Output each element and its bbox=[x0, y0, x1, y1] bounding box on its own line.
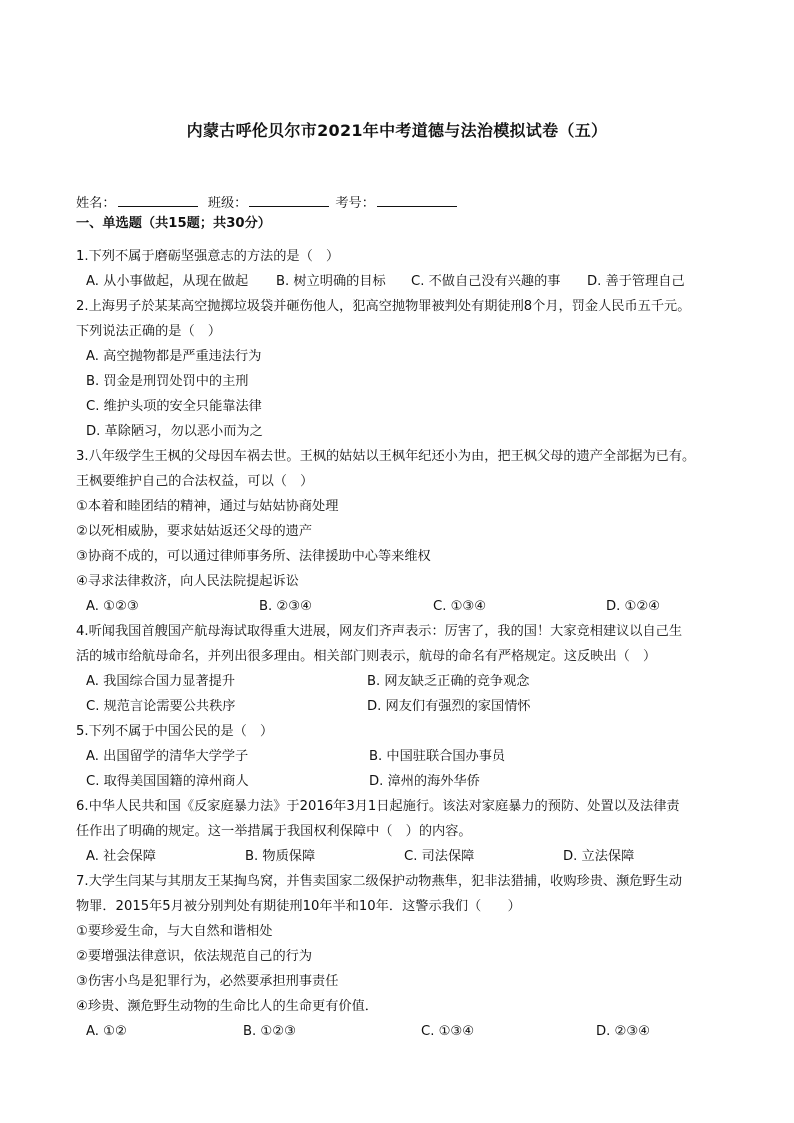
question-7-stem-line2: 物罪．2015年5月被分别判处有期徒刑10年半和10年．这警示我们（ ） bbox=[76, 899, 521, 914]
q3-option-a[interactable]: A. ①②③ bbox=[86, 599, 139, 614]
q5-option-d[interactable]: D. 漳州的海外华侨 bbox=[369, 774, 480, 789]
q1-option-d[interactable]: D. 善于管理自己 bbox=[587, 274, 685, 289]
name-label: 姓名： bbox=[76, 196, 116, 211]
question-4-stem-line1: 4.听闻我国首艘国产航母海试取得重大进展，网友们齐声表示：厉害了，我的国！大家竞相建议以自己生 bbox=[76, 624, 683, 639]
q6-option-c[interactable]: C. 司法保障 bbox=[404, 849, 475, 864]
q3-option-d[interactable]: D. ①②④ bbox=[606, 599, 661, 614]
q3-option-b[interactable]: B. ②③④ bbox=[259, 599, 312, 614]
question-4-stem-line2: 活的城市给航母命名，并列出很多理由。相关部门则表示，航母的命名有严格规定。这反映出（ ） bbox=[76, 649, 657, 664]
number-blank[interactable] bbox=[377, 193, 457, 207]
question-7-stem-line1: 7.大学生闫某与其朋友王某掏鸟窝，并售卖国家二级保护动物燕隼，犯非法猎捕，收购珍贵、濒危野生动 bbox=[76, 874, 683, 889]
q5-option-b[interactable]: B. 中国驻联合国办事员 bbox=[369, 749, 506, 764]
q2-option-c[interactable]: C. 维护头项的安全只能靠法律 bbox=[86, 399, 262, 414]
q5-option-c[interactable]: C. 取得美国国籍的漳州商人 bbox=[86, 774, 249, 789]
question-3-stem-line2: 王枫要维护自己的合法权益，可以（ ） bbox=[76, 474, 314, 489]
q3-statement-2: ②以死相威胁，要求姑姑返还父母的遗产 bbox=[76, 524, 313, 539]
q6-option-b[interactable]: B. 物质保障 bbox=[245, 849, 316, 864]
q4-option-b[interactable]: B. 网友缺乏正确的竞争观念 bbox=[367, 674, 530, 689]
class-label: 班级： bbox=[207, 196, 248, 211]
question-1-stem: 1.下列不属于磨砺坚强意志的方法的是（ ） bbox=[76, 249, 340, 264]
q3-statement-4: ④寻求法律救济，向人民法院提起诉讼 bbox=[76, 574, 299, 589]
number-label: 考号： bbox=[335, 196, 375, 211]
q4-option-a[interactable]: A. 我国综合国力显著提升 bbox=[86, 674, 236, 689]
student-info-row bbox=[76, 193, 463, 213]
class-blank[interactable] bbox=[249, 193, 329, 207]
q7-option-b[interactable]: B. ①②③ bbox=[243, 1024, 296, 1039]
q7-statement-2: ②要增强法律意识，依法规范自己的行为 bbox=[76, 949, 313, 964]
q3-statement-1: ①本着和睦团结的精神，通过与姑姑协商处理 bbox=[76, 499, 339, 514]
q1-option-c[interactable]: C. 不做自己没有兴趣的事 bbox=[411, 274, 561, 289]
q4-option-d[interactable]: D. 网友们有强烈的家国情怀 bbox=[367, 699, 531, 714]
q7-option-d[interactable]: D. ②③④ bbox=[596, 1024, 651, 1039]
question-2-stem-line1: 2.上海男子於某某高空抛掷垃圾袋并砸伤他人，犯高空抛物罪被判处有期徒刑8个月，罚金人民币五千元。 bbox=[76, 299, 691, 314]
q6-option-d[interactable]: D. 立法保障 bbox=[563, 849, 635, 864]
q5-option-a[interactable]: A. 出国留学的清华大学学子 bbox=[86, 749, 249, 764]
q7-option-c[interactable]: C. ①③④ bbox=[421, 1024, 475, 1039]
q2-option-d[interactable]: D. 革除陋习，勿以恶小而为之 bbox=[86, 424, 263, 439]
q2-option-a[interactable]: A. 高空抛物都是严重违法行为 bbox=[86, 349, 262, 364]
q4-option-c[interactable]: C. 规范言论需要公共秩序 bbox=[86, 699, 236, 714]
q7-option-a[interactable]: A. ①② bbox=[86, 1024, 127, 1039]
question-3-stem-line1: 3.八年级学生王枫的父母因车祸去世。王枫的姑姑以王枫年纪还小为由，把王枫父母的遗产全部据为已有。 bbox=[76, 449, 696, 464]
question-2-stem-line2: 下列说法正确的是（ ） bbox=[76, 324, 222, 339]
q2-option-b[interactable]: B. 罚金是刑罚处罚中的主刑 bbox=[86, 374, 249, 389]
question-6-stem-line2: 任作出了明确的规定。这一举措属于我国权利保障中（ ）的内容。 bbox=[76, 824, 472, 839]
q7-statement-1: ①要珍爱生命，与大自然和谐相处 bbox=[76, 924, 273, 939]
name-blank[interactable] bbox=[118, 193, 198, 207]
q3-option-c[interactable]: C. ①③④ bbox=[433, 599, 487, 614]
question-6-stem-line1: 6.中华人民共和国《反家庭暴力法》于2016年3月1日起施行。该法对家庭暴力的预防、处置以及法律责 bbox=[76, 799, 680, 814]
q7-statement-4: ④珍贵、濒危野生动物的生命比人的生命更有价值． bbox=[76, 999, 378, 1014]
question-5-stem: 5.下列不属于中国公民的是（ ） bbox=[76, 724, 274, 739]
q6-option-a[interactable]: A. 社会保障 bbox=[86, 849, 156, 864]
q7-statement-3: ③伤害小鸟是犯罪行为，必然要承担刑事责任 bbox=[76, 974, 339, 989]
q3-statement-3: ③协商不成的，可以通过律师事务所、法律援助中心等来维权 bbox=[76, 549, 431, 564]
q1-option-b[interactable]: B. 树立明确的目标 bbox=[276, 274, 386, 289]
q1-option-a[interactable]: A. 从小事做起，从现在做起 bbox=[86, 274, 249, 289]
page-title: 内蒙古呼伦贝尔市2021年中考道德与法治模拟试卷（五） bbox=[186, 121, 608, 140]
section-heading: 一、单选题（共15题；共30分） bbox=[76, 216, 271, 231]
